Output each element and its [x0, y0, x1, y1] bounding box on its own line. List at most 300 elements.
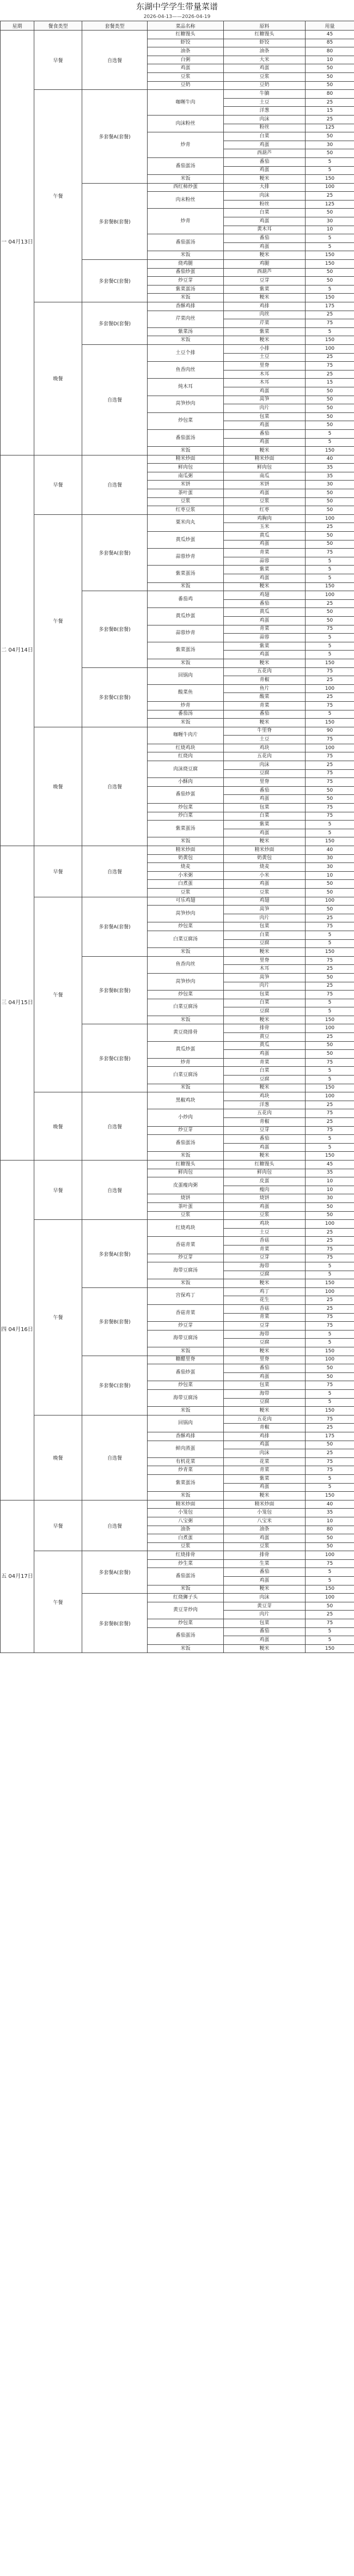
dish-name-cell: 红烧鸡块: [148, 1220, 224, 1237]
quantity-cell: 50: [306, 412, 354, 421]
quantity-cell: 75: [306, 956, 354, 965]
ingredient-cell: 五花肉: [224, 1415, 306, 1424]
quantity-cell: 50: [306, 277, 354, 285]
ingredient-cell: 包菜: [224, 922, 306, 931]
quantity-cell: 150: [306, 837, 354, 846]
dish-name-cell: 海带豆腐汤: [148, 1262, 224, 1279]
dish-name-cell: 米饭: [148, 1152, 224, 1161]
quantity-cell: 75: [306, 625, 354, 634]
ingredient-cell: 鸡蛋: [224, 1577, 306, 1585]
quantity-cell: 50: [306, 1534, 354, 1543]
quantity-cell: 50: [306, 973, 354, 982]
ingredient-cell: 粳米: [224, 948, 306, 957]
header-row: [1, 21, 354, 31]
dish-name-cell: 茶叶蛋: [148, 1202, 224, 1211]
dish-name-cell: 鲜肉包: [148, 1169, 224, 1177]
dish-name-cell: 豆浆: [148, 888, 224, 897]
ingredient-cell: 包菜: [224, 804, 306, 812]
dish-name-cell: 粟米肉丸: [148, 514, 224, 531]
ingredient-cell: 青椒: [224, 676, 306, 685]
ingredient-cell: 肉沫: [224, 1449, 306, 1458]
dish-name-cell: 西红柿炒蛋: [148, 183, 224, 192]
quantity-cell: 5: [306, 829, 354, 837]
quantity-cell: 35: [306, 1509, 354, 1517]
quantity-cell: 75: [306, 769, 354, 778]
ingredient-cell: 鸡蛋: [224, 880, 306, 889]
quantity-cell: 50: [306, 1202, 354, 1211]
quantity-cell: 25: [306, 982, 354, 991]
ingredient-cell: 番茄: [224, 1135, 306, 1144]
ingredient-cell: 番茄: [224, 157, 306, 166]
ingredient-cell: 土豆: [224, 1228, 306, 1237]
quantity-cell: 75: [306, 1313, 354, 1322]
ingredient-cell: 豆腐: [224, 1271, 306, 1279]
ingredient-cell: 牛里脊: [224, 727, 306, 736]
quantity-cell: 150: [306, 260, 354, 269]
ingredient-cell: 豆芽: [224, 277, 306, 285]
ingredient-cell: 粳米: [224, 447, 306, 455]
quantity-cell: 5: [306, 438, 354, 447]
dish-name-cell: 番茄蛋汤: [148, 234, 224, 251]
quantity-cell: 50: [306, 1364, 354, 1373]
ingredient-cell: 大米: [224, 56, 306, 64]
ingredient-cell: 蒜蓉: [224, 634, 306, 642]
dish-name-cell: 小炒肉: [148, 1109, 224, 1126]
ingredient-cell: 香菇: [224, 1305, 306, 1314]
ingredient-cell: 粳米: [224, 1347, 306, 1356]
quantity-cell: 5: [306, 1135, 354, 1144]
quantity-cell: 75: [306, 1109, 354, 1118]
ingredient-cell: 青菜: [224, 701, 306, 710]
quantity-cell: 75: [306, 362, 354, 370]
ingredient-cell: 精米炒面: [224, 846, 306, 855]
ingredient-cell: 紫菜: [224, 1474, 306, 1483]
quantity-cell: 35: [306, 472, 354, 481]
ingredient-cell: 洋葱: [224, 1101, 306, 1109]
ingredient-cell: 香菇: [224, 1237, 306, 1246]
quantity-cell: 75: [306, 1415, 354, 1424]
dish-name-cell: 炒豆芽: [148, 1254, 224, 1262]
ingredient-cell: 番茄: [224, 1364, 306, 1373]
quantity-cell: 25: [306, 914, 354, 922]
ingredient-cell: 油条: [224, 47, 306, 56]
quantity-cell: 35: [306, 464, 354, 472]
ingredient-cell: 土豆: [224, 736, 306, 744]
quantity-cell: 75: [306, 319, 354, 328]
ingredient-cell: 豆腐: [224, 769, 306, 778]
dish-name-cell: 炒青: [148, 1058, 224, 1067]
quantity-cell: 80: [306, 90, 354, 99]
menu-table: [0, 21, 354, 1653]
ingredient-cell: 豆奶: [224, 81, 306, 90]
meal-cell: 午餐: [34, 1551, 82, 1653]
ingredient-cell: 鸡蛋: [224, 1372, 306, 1381]
ingredient-cell: 粳米: [224, 659, 306, 667]
dish-name-cell: 紫菜蛋汤: [148, 642, 224, 659]
ingredient-cell: 鸡蛋: [224, 421, 306, 430]
ingredient-cell: 鸡蛋: [224, 616, 306, 625]
ingredient-cell: 包菜: [224, 991, 306, 999]
dish-name-cell: 米饭: [148, 1016, 224, 1024]
quantity-cell: 10: [306, 1517, 354, 1526]
quantity-cell: 5: [306, 327, 354, 336]
meal-cell: 晚餐: [34, 1092, 82, 1161]
quantity-cell: 25: [306, 370, 354, 379]
quantity-cell: 5: [306, 1390, 354, 1399]
dish-name-cell: 酸菜鱼: [148, 684, 224, 701]
table-row: [1, 90, 354, 99]
quantity-cell: 150: [306, 294, 354, 302]
ingredient-cell: 鸡蛋: [224, 795, 306, 804]
ingredient-cell: 粳米: [224, 1644, 306, 1653]
dish-name-cell: 鱼香肉丝: [148, 362, 224, 379]
dish-name-cell: 香酥鸡排: [148, 302, 224, 311]
quantity-cell: 25: [306, 965, 354, 974]
ingredient-cell: 油条: [224, 1526, 306, 1534]
dish-name-cell: 豆浆: [148, 72, 224, 81]
dish-name-cell: 八宝粥: [148, 1517, 224, 1526]
ingredient-cell: 五花肉: [224, 752, 306, 761]
dish-name-cell: 米饭: [148, 1585, 224, 1594]
ingredient-cell: 蒜蓉: [224, 557, 306, 566]
ingredient-cell: 紫菜: [224, 642, 306, 651]
dish-name-cell: 黄豆烧排骨: [148, 1024, 224, 1041]
quantity-cell: 50: [306, 506, 354, 515]
ingredient-cell: 肉沫: [224, 1594, 306, 1602]
set-type-cell: 多套餐C(套餐): [82, 1024, 148, 1092]
dish-name-cell: 白菜豆腐汤: [148, 1067, 224, 1084]
dish-name-cell: 咖喱牛肉: [148, 90, 224, 116]
ingredient-cell: 豆腐: [224, 1339, 306, 1347]
quantity-cell: 75: [306, 1619, 354, 1628]
ingredient-cell: 豆浆: [224, 72, 306, 81]
dish-name-cell: 紫菜蛋汤: [148, 566, 224, 582]
quantity-cell: 150: [306, 336, 354, 345]
quantity-cell: 5: [306, 634, 354, 642]
quantity-cell: 5: [306, 1143, 354, 1152]
ingredient-cell: 肉片: [224, 914, 306, 922]
quantity-cell: 100: [306, 684, 354, 693]
quantity-cell: 50: [306, 1050, 354, 1059]
quantity-cell: 40: [306, 1500, 354, 1509]
quantity-cell: 5: [306, 1398, 354, 1407]
set-type-cell: 自选餐: [82, 846, 148, 897]
dish-name-cell: 回锅肉: [148, 1415, 224, 1432]
ingredient-cell: 鸡蛋: [224, 166, 306, 175]
ingredient-cell: 奶黄包: [224, 854, 306, 863]
ingredient-cell: 肉丝: [224, 311, 306, 319]
meal-cell: 早餐: [34, 31, 82, 90]
quantity-cell: 10: [306, 226, 354, 234]
dish-name-cell: 白菜豆腐汤: [148, 999, 224, 1016]
dish-name-cell: 鲜肉蒸蛋: [148, 1441, 224, 1457]
meal-cell: 午餐: [34, 1220, 82, 1415]
ingredient-cell: 鸡蛋: [224, 1202, 306, 1211]
quantity-cell: 50: [306, 906, 354, 914]
quantity-cell: 150: [306, 1347, 354, 1356]
ingredient-cell: 包菜: [224, 412, 306, 421]
ingredient-cell: 鸡蛋: [224, 1636, 306, 1645]
dish-name-cell: 炒青: [148, 701, 224, 710]
quantity-cell: 40: [306, 455, 354, 464]
quantity-cell: 50: [306, 880, 354, 889]
quantity-cell: 90: [306, 727, 354, 736]
quantity-cell: 100: [306, 897, 354, 906]
ingredient-cell: 肉沫: [224, 761, 306, 770]
ingredient-cell: 鸡蛋: [224, 387, 306, 396]
quantity-cell: 5: [306, 557, 354, 566]
set-type-cell: 多套餐D(套餐): [82, 302, 148, 345]
dish-name-cell: 红枣豆浆: [148, 506, 224, 515]
dish-name-cell: 紫菜蛋汤: [148, 285, 224, 294]
quantity-cell: 25: [306, 599, 354, 608]
ingredient-cell: 米饼: [224, 481, 306, 489]
quantity-cell: 5: [306, 939, 354, 948]
meal-cell: 早餐: [34, 1500, 82, 1551]
ingredient-cell: 鸡蛋: [224, 64, 306, 73]
ingredient-cell: 酸菜: [224, 693, 306, 702]
quantity-cell: 150: [306, 251, 354, 260]
dish-name-cell: 南瓜粥: [148, 472, 224, 481]
quantity-cell: 50: [306, 489, 354, 498]
dish-name-cell: 莴笋炒肉: [148, 396, 224, 412]
dish-name-cell: 炒包菜: [148, 991, 224, 999]
meal-cell: 午餐: [34, 897, 82, 1092]
ingredient-cell: 南瓜: [224, 472, 306, 481]
quantity-cell: 25: [306, 98, 354, 107]
ingredient-cell: 青椒: [224, 1118, 306, 1127]
quantity-cell: 25: [306, 115, 354, 124]
header-cell: 餐食类型: [34, 21, 82, 31]
quantity-cell: 50: [306, 132, 354, 141]
ingredient-cell: 鸡块: [224, 1092, 306, 1101]
quantity-cell: 50: [306, 64, 354, 73]
dish-name-cell: 番茄蛋汤: [148, 157, 224, 174]
dish-name-cell: 糖醋里脊: [148, 1356, 224, 1364]
ingredient-cell: 鸡蛋: [224, 651, 306, 659]
quantity-cell: 150: [306, 659, 354, 667]
dish-name-cell: 香酥鸡排: [148, 1432, 224, 1441]
ingredient-cell: 黄瓜: [224, 532, 306, 540]
ingredient-cell: 鸡蛋: [224, 489, 306, 498]
ingredient-cell: 鸡蛋: [224, 1441, 306, 1449]
set-type-cell: 自选餐: [82, 1160, 148, 1219]
ingredient-cell: 烧麦: [224, 863, 306, 872]
ingredient-cell: 花生: [224, 1296, 306, 1305]
quantity-cell: 5: [306, 1636, 354, 1645]
set-type-cell: 自选餐: [82, 1092, 148, 1161]
ingredient-cell: 包菜: [224, 1381, 306, 1390]
meal-cell: 早餐: [34, 1160, 82, 1219]
sheet-title: 东湖中学学生带量菜谱: [136, 2, 218, 11]
quantity-cell: 50: [306, 1211, 354, 1220]
quantity-cell: 50: [306, 1041, 354, 1050]
ingredient-cell: 土豆: [224, 98, 306, 107]
quantity-cell: 5: [306, 242, 354, 251]
quantity-cell: 50: [306, 1372, 354, 1381]
quantity-cell: 25: [306, 353, 354, 362]
quantity-cell: 10: [306, 1186, 354, 1194]
table-row: [1, 727, 354, 736]
quantity-cell: 25: [306, 1118, 354, 1127]
quantity-cell: 50: [306, 1441, 354, 1449]
ingredient-cell: 紫菜: [224, 327, 306, 336]
quantity-cell: 150: [306, 1492, 354, 1500]
quantity-cell: 25: [306, 1237, 354, 1246]
dish-name-cell: 精米炒面: [148, 846, 224, 855]
quantity-cell: 5: [306, 429, 354, 438]
quantity-cell: 5: [306, 931, 354, 939]
quantity-cell: 5: [306, 1067, 354, 1076]
dish-name-cell: 米饭: [148, 1407, 224, 1415]
day-cell: 一 04月13日: [1, 31, 34, 455]
ingredient-cell: 黄木耳: [224, 226, 306, 234]
dish-name-cell: 黄瓜炒蛋: [148, 532, 224, 549]
ingredient-cell: 鸡蛋: [224, 242, 306, 251]
ingredient-cell: 豆浆: [224, 497, 306, 506]
dish-name-cell: 白粥: [148, 56, 224, 64]
dish-name-cell: 烧麦: [148, 863, 224, 872]
quantity-cell: 150: [306, 1152, 354, 1161]
ingredient-cell: 莴笋: [224, 396, 306, 404]
ingredient-cell: 鸡蛋: [224, 141, 306, 149]
quantity-cell: 10: [306, 1177, 354, 1186]
table-row: [1, 897, 354, 906]
ingredient-cell: 大排: [224, 183, 306, 192]
quantity-cell: 175: [306, 302, 354, 311]
ingredient-cell: 鸡丁: [224, 1287, 306, 1296]
ingredient-cell: 粳米: [224, 1152, 306, 1161]
quantity-cell: 25: [306, 1305, 354, 1314]
ingredient-cell: 粉丝: [224, 200, 306, 209]
dish-name-cell: 炒包菜: [148, 1619, 224, 1628]
ingredient-cell: 粳米: [224, 1084, 306, 1092]
day-cell: 二 04月14日: [1, 455, 34, 846]
quantity-cell: 5: [306, 999, 354, 1007]
quantity-cell: 5: [306, 157, 354, 166]
ingredient-cell: 豆腐: [224, 939, 306, 948]
ingredient-cell: 海带: [224, 1390, 306, 1399]
quantity-cell: 50: [306, 268, 354, 277]
quantity-cell: 150: [306, 1644, 354, 1653]
quantity-cell: 5: [306, 1076, 354, 1084]
dish-name-cell: 精米炒面: [148, 1500, 224, 1509]
ingredient-cell: 鸡腿: [224, 260, 306, 269]
ingredient-cell: 粳米: [224, 719, 306, 727]
table-row: [1, 846, 354, 855]
date-range: 2026-04-13——2026-04-19: [143, 14, 211, 20]
ingredient-cell: 虾饺: [224, 39, 306, 47]
dish-name-cell: 回锅肉: [148, 667, 224, 684]
quantity-cell: 30: [306, 141, 354, 149]
quantity-cell: 50: [306, 795, 354, 804]
quantity-cell: 50: [306, 1542, 354, 1551]
quantity-cell: 5: [306, 710, 354, 719]
quantity-cell: 15: [306, 379, 354, 387]
ingredient-cell: 番茄: [224, 710, 306, 719]
dish-name-cell: 肉沫烧豆腐: [148, 761, 224, 778]
quantity-cell: 100: [306, 1092, 354, 1101]
quantity-cell: 25: [306, 1424, 354, 1432]
dish-name-cell: 炒豆芽: [148, 277, 224, 285]
table-row: [1, 1551, 354, 1560]
ingredient-cell: 紫菜: [224, 285, 306, 294]
quantity-cell: 150: [306, 719, 354, 727]
ingredient-cell: 八宝米: [224, 1517, 306, 1526]
quantity-cell: 25: [306, 761, 354, 770]
quantity-cell: 50: [306, 149, 354, 158]
ingredient-cell: 里脊: [224, 362, 306, 370]
dish-name-cell: 奶黄包: [148, 854, 224, 863]
dish-name-cell: 番茄炒蛋: [148, 268, 224, 277]
ingredient-cell: 小米: [224, 871, 306, 880]
dish-name-cell: 海带豆腐汤: [148, 1330, 224, 1347]
ingredient-cell: 鸡蛋: [224, 1143, 306, 1152]
dish-name-cell: 米饭: [148, 251, 224, 260]
set-type-cell: 多套餐B(套餐): [82, 591, 148, 667]
ingredient-cell: 鲜肉包: [224, 1169, 306, 1177]
ingredient-cell: 粳米: [224, 1585, 306, 1594]
dish-name-cell: 鱼香肉丝: [148, 956, 224, 973]
ingredient-cell: 莴笋: [224, 906, 306, 914]
quantity-cell: 150: [306, 1084, 354, 1092]
dish-name-cell: 红糖馒头: [148, 1160, 224, 1169]
ingredient-cell: 青菜: [224, 625, 306, 634]
dish-name-cell: 米饼: [148, 481, 224, 489]
quantity-cell: 80: [306, 1526, 354, 1534]
ingredient-cell: 黄瓜: [224, 1041, 306, 1050]
set-type-cell: 自选餐: [82, 727, 148, 846]
quantity-cell: 175: [306, 1432, 354, 1441]
dish-name-cell: 白煮蛋: [148, 1534, 224, 1543]
quantity-cell: 100: [306, 744, 354, 752]
set-type-cell: 自选餐: [82, 344, 148, 455]
quantity-cell: 50: [306, 404, 354, 413]
dish-name-cell: 米饭: [148, 719, 224, 727]
ingredient-cell: 皮蛋: [224, 1177, 306, 1186]
quantity-cell: 50: [306, 608, 354, 617]
ingredient-cell: 鸡蛋: [224, 1483, 306, 1492]
set-type-cell: 自选餐: [82, 455, 148, 514]
dish-name-cell: 皮蛋瘦肉粥: [148, 1177, 224, 1194]
ingredient-cell: 白菜: [224, 1067, 306, 1076]
set-type-cell: 多套餐B(套餐): [82, 1287, 148, 1356]
set-type-cell: 多套餐C(套餐): [82, 667, 148, 727]
ingredient-cell: 番茄: [224, 1627, 306, 1636]
table-row: [1, 1160, 354, 1169]
set-type-cell: 多套餐A(套餐): [82, 1220, 148, 1288]
dish-name-cell: 白菜豆腐汤: [148, 931, 224, 947]
dish-name-cell: 豆浆: [148, 1542, 224, 1551]
quantity-cell: 50: [306, 209, 354, 217]
header-cell: 菜品名称: [148, 21, 224, 31]
quantity-cell: 30: [306, 854, 354, 863]
ingredient-cell: 鸡排: [224, 1432, 306, 1441]
meal-cell: 早餐: [34, 846, 82, 897]
dish-name-cell: 炒包菜: [148, 1381, 224, 1390]
quantity-cell: 75: [306, 1058, 354, 1067]
dish-name-cell: 红烧排骨: [148, 1551, 224, 1560]
dish-name-cell: 米饭: [148, 1492, 224, 1500]
ingredient-cell: 土豆: [224, 353, 306, 362]
ingredient-cell: 肉沫: [224, 192, 306, 201]
quantity-cell: 125: [306, 200, 354, 209]
dish-name-cell: 红烧鸡块: [148, 744, 224, 752]
quantity-cell: 75: [306, 1126, 354, 1135]
table-row: [1, 31, 354, 39]
quantity-cell: 30: [306, 863, 354, 872]
quantity-cell: 25: [306, 1101, 354, 1109]
